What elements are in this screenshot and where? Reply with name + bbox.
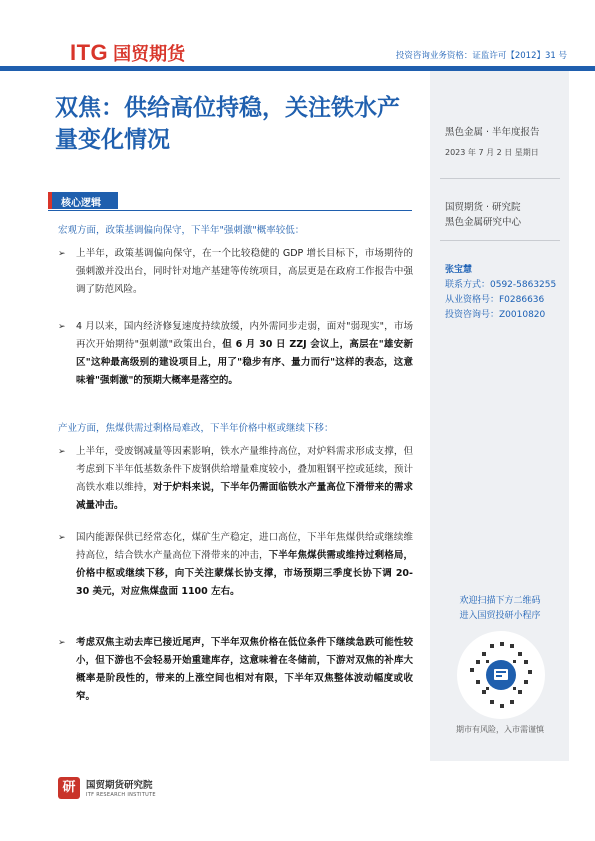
section-tab-accent [48,192,52,209]
macro-heading: 宏观方面，政策基调偏向保守，下半年"强刺激"概率较低： [58,225,305,236]
industry-paragraph-1 [76,443,413,515]
industry-heading: 产业方面，焦煤供需过剩格局难改，下半年价格中枢或继续下移： [58,423,334,434]
macro-paragraph-2-emphasis: 但 6 月 30 日 ZZJ 会议上，高层在"雄安新区"这种最高级别的建设项目上，用了"稳步有序、量力而行"这样的表态，这意味着"强刺激"的预期大概率是落空的。 [76,339,413,386]
qr-caption-2: 进入国贸投研小程序 [459,611,541,621]
research-institute-name: 国贸期货研究院 [86,780,153,791]
macro-paragraph-2 [76,318,413,390]
industry-paragraph-2-text: 国内能源保供已经常态化，煤矿生产稳定，进口高位，下半年焦煤供给或继续维持高位，结合铁水产量高位下滑带来的冲击， [76,532,413,561]
report-title: 双焦：供给高位持稳，关注铁水产量变化情况 [55,95,400,153]
section-header [48,192,412,211]
report-date: 2023 年 7 月 2 日 星期日 [445,148,539,157]
bullet-arrow-icon: ➢ [58,447,66,457]
report-type: 黑色金属 · 半年度报告 [445,127,540,138]
research-institute-english-name: ITF RESEARCH INSTITUTE [86,792,156,798]
company-logo [70,41,185,65]
sidebar-divider [440,178,560,179]
mini-program-qr-code[interactable] [456,630,546,720]
research-institute-logo: 研 [58,777,80,799]
bullet-arrow-icon: ➢ [58,638,66,648]
industry-paragraph-2 [76,529,413,601]
logo-itg-text: ITG [70,40,109,65]
author-qualification: 从业资格号：F0286636 [445,295,545,305]
research-center: 黑色金属研究中心 [445,217,522,228]
bullet-arrow-icon: ➢ [58,322,66,332]
qr-caption-1: 欢迎扫描下方二维码 [459,596,541,606]
license-text: 投资咨询业务资格：证监许可【2012】31 号 [395,51,567,61]
macro-paragraph-2-text: 4 月以来，国内经济修复速度持续放缓，内外需同步走弱，面对"弱现实"，市场再次开始期待"强刺激"政策出台， [76,321,413,350]
industry-paragraph-1-emphasis: 对于炉料来说，下半年仍需面临铁水产量高位下滑带来的需求减量冲击。 [76,482,413,511]
sidebar-divider [440,240,560,241]
logo-cn-text: 国贸期货 [113,44,186,65]
author-phone: 联系方式：0592-5863255 [445,280,557,290]
author-name: 张宝慧 [445,265,473,275]
section-title: 核心逻辑 [61,198,101,209]
bullet-arrow-icon: ➢ [58,249,66,259]
industry-paragraph-2-emphasis: 下半年焦煤供需或维持过剩格局，价格中枢或继续下移，向下关注蒙煤长协支撑，市场预期三季度长协下调 20-30 美元，对应焦煤盘面 1100 左右。 [76,550,413,597]
risk-warning: 期市有风险，入市需谨慎 [456,725,544,734]
industry-paragraph-3 [76,634,413,706]
bullet-arrow-icon: ➢ [58,533,66,543]
author-advisory-number: 投资咨询号：Z0010820 [445,310,546,320]
institute-name: 国贸期货 · 研究院 [445,202,521,213]
macro-paragraph-1: 上半年，政策基调偏向保守，在一个比较稳健的 GDP 增长目标下，市场期待的强刺激并没出台，同时针对地产基建等传统项目，高层更是在政府工作报告中强调了防范风险。 [76,248,413,295]
industry-paragraph-1-text: 上半年，受废钢减量等因素影响，铁水产量维持高位，对炉料需求形成支撑，但考虑到下半年低基数条件下废钢供给增量难度较小，叠加粗钢平控或延续，预计高铁水难以维持， [76,446,413,493]
industry-paragraph-3-emphasis: 考虑双焦主动去库已接近尾声，下半年双焦价格在低位条件下继续急跌可能性较小，但下游也不会轻易开始重建库存，这意味着在冬储前，下游对双焦的补库大概率是阶段性的，带来的上涨空间也相对有限，下半年双焦整体波动幅度或收窄。 [76,637,413,702]
